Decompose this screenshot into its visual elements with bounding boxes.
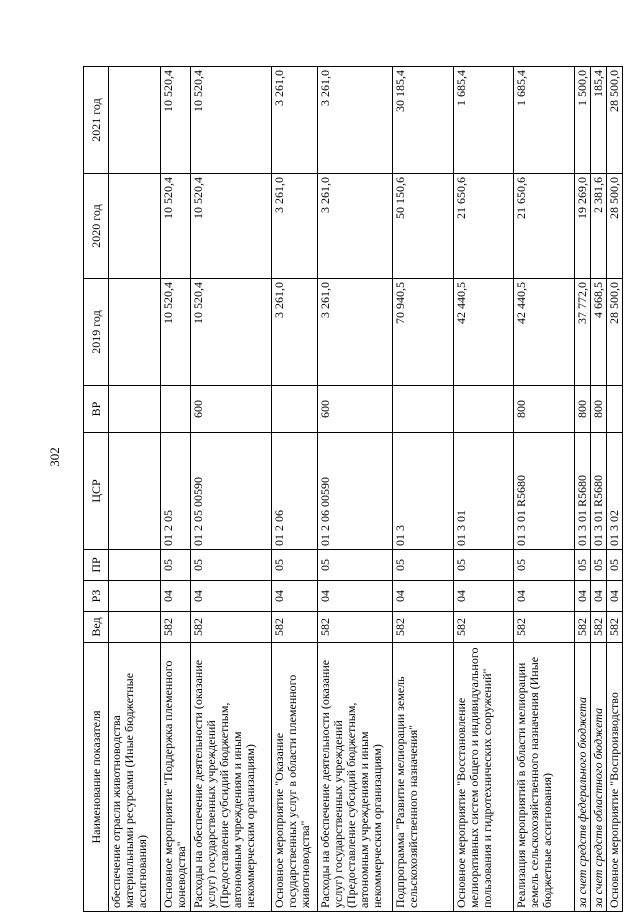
cell-csr: 01 3 01 R5680 — [591, 433, 607, 550]
table-row — [454, 67, 514, 912]
cell-2019: 10 520,4 — [161, 279, 191, 386]
cell-2021: 10 520,4 — [161, 67, 191, 174]
cell-2019: 4 668,5 — [591, 279, 607, 386]
cell-rz: 04 — [318, 581, 393, 612]
cell-csr: 01 3 01 R5680 — [514, 433, 575, 550]
cell-2021: 1 685,4 — [514, 67, 575, 174]
cell-csr: 01 3 01 — [454, 433, 514, 550]
cell-vr: 800 — [514, 386, 575, 433]
cell-vr: 800 — [575, 386, 591, 433]
page-number: 302 — [47, 447, 62, 467]
table-row — [161, 67, 191, 912]
header-2021: 2021 год — [84, 67, 109, 174]
cell-name: Расходы на обеспечение деятельности (оказание услуг) государственных учреждений (Предоставление субсидий бюджетным, автономным учреждениям и иным некоммерческим организациям) — [191, 643, 272, 912]
table-row — [393, 67, 454, 912]
cell-name: Расходы на обеспечение деятельности (оказание услуг) государственных учреждений (Предоставление субсидий бюджетным, автономным учреждениям и иным некоммерческим организациям) — [318, 643, 393, 912]
cell-pr: 05 — [591, 550, 607, 581]
cell-pr: 05 — [454, 550, 514, 581]
rotated-table-container — [83, 67, 621, 912]
cell-name: Подпрограмма "Развитие мелиорации земель сельскохозяйственного назначения" — [393, 643, 454, 912]
cell-2020: 3 261,0 — [318, 174, 393, 279]
cell-2020 — [109, 174, 161, 279]
table-row — [272, 67, 318, 912]
cell-2019: 3 261,0 — [318, 279, 393, 386]
cell-vr — [272, 386, 318, 433]
table-row — [514, 67, 575, 912]
cell-vr: 800 — [591, 386, 607, 433]
cell-name: за счет средств областного бюджета — [591, 643, 607, 912]
cell-csr: 01 2 05 — [161, 433, 191, 550]
cell-2021: 1 685,4 — [454, 67, 514, 174]
cell-csr: 01 2 05 00590 — [191, 433, 272, 550]
header-name: Наименование показателя — [84, 643, 109, 912]
cell-rz: 04 — [272, 581, 318, 612]
cell-2020: 21 650,6 — [514, 174, 575, 279]
cell-ved: 582 — [272, 612, 318, 643]
cell-2019: 70 940,5 — [393, 279, 454, 386]
cell-2020: 3 261,0 — [272, 174, 318, 279]
cell-2020: 2 381,6 — [591, 174, 607, 279]
header-rz: РЗ — [84, 581, 109, 612]
cell-2021: 10 520,4 — [191, 67, 272, 174]
cell-ved: 582 — [454, 612, 514, 643]
cell-pr: 05 — [607, 550, 623, 581]
cell-2020: 21 650,6 — [454, 174, 514, 279]
cell-rz: 04 — [575, 581, 591, 612]
table-row — [575, 67, 591, 912]
header-ved: Вед — [84, 612, 109, 643]
cell-csr: 01 3 01 R5680 — [575, 433, 591, 550]
table-row — [607, 67, 623, 912]
table-body — [109, 67, 623, 912]
cell-name: за счет средств федерального бюджета — [575, 643, 591, 912]
cell-2019: 42 440,5 — [454, 279, 514, 386]
cell-2019: 28 500,0 — [607, 279, 623, 386]
cell-2019: 10 520,4 — [191, 279, 272, 386]
cell-vr — [607, 386, 623, 433]
cell-csr: 01 3 — [393, 433, 454, 550]
table-row — [191, 67, 272, 912]
cell-rz: 04 — [191, 581, 272, 612]
cell-2020: 50 150,6 — [393, 174, 454, 279]
header-vr: ВР — [84, 386, 109, 433]
cell-ved: 582 — [393, 612, 454, 643]
budget-table — [83, 66, 623, 912]
cell-rz: 04 — [454, 581, 514, 612]
cell-ved: 582 — [575, 612, 591, 643]
cell-2020: 28 500,0 — [607, 174, 623, 279]
cell-ved: 582 — [318, 612, 393, 643]
cell-2021: 3 261,0 — [318, 67, 393, 174]
cell-rz: 04 — [607, 581, 623, 612]
cell-csr: 01 2 06 00590 — [318, 433, 393, 550]
cell-2021: 3 261,0 — [272, 67, 318, 174]
cell-name: Основное мероприятие "Воспроизводство — [607, 643, 623, 912]
cell-pr: 05 — [272, 550, 318, 581]
cell-2021: 1 500,0 — [575, 67, 591, 174]
cell-ved: 582 — [514, 612, 575, 643]
cell-pr — [109, 550, 161, 581]
cell-pr: 05 — [318, 550, 393, 581]
cell-name: Основное мероприятие "Оказание государственных услуг в области племенного животноводства" — [272, 643, 318, 912]
cell-ved: 582 — [607, 612, 623, 643]
cell-vr — [454, 386, 514, 433]
cell-csr: 01 2 06 — [272, 433, 318, 550]
cell-2021: 185,4 — [591, 67, 607, 174]
cell-ved: 582 — [161, 612, 191, 643]
cell-vr: 600 — [318, 386, 393, 433]
cell-pr: 05 — [575, 550, 591, 581]
cell-vr — [393, 386, 454, 433]
cell-2019: 37 772,0 — [575, 279, 591, 386]
cell-2021: 28 500,0 — [607, 67, 623, 174]
cell-vr: 600 — [191, 386, 272, 433]
cell-2019 — [109, 279, 161, 386]
cell-csr — [109, 433, 161, 550]
cell-vr — [109, 386, 161, 433]
cell-rz: 04 — [393, 581, 454, 612]
cell-rz — [109, 581, 161, 612]
table-row — [318, 67, 393, 912]
cell-name: Основное мероприятие "Поддержка племенного коневодства" — [161, 643, 191, 912]
cell-pr: 05 — [161, 550, 191, 581]
cell-ved: 582 — [591, 612, 607, 643]
header-csr: ЦСР — [84, 433, 109, 550]
header-pr: ПР — [84, 550, 109, 581]
cell-2020: 10 520,4 — [191, 174, 272, 279]
table-header-row — [84, 67, 109, 912]
cell-pr: 05 — [191, 550, 272, 581]
cell-name: Основное мероприятие "Восстановление мелиоративных систем общего и индивидуального пользования и гидротехнических сооружений" — [454, 643, 514, 912]
cell-pr: 05 — [514, 550, 575, 581]
cell-rz: 04 — [514, 581, 575, 612]
table-row — [591, 67, 607, 912]
header-2020: 2020 год — [84, 174, 109, 279]
cell-rz: 04 — [591, 581, 607, 612]
cell-name: обеспечение отрасли животноводства материальными ресурсами (Иные бюджетные ассигнования) — [109, 643, 161, 912]
cell-2020: 19 269,0 — [575, 174, 591, 279]
cell-2019: 42 440,5 — [514, 279, 575, 386]
cell-2020: 10 520,4 — [161, 174, 191, 279]
header-2019: 2019 год — [84, 279, 109, 386]
cell-2021 — [109, 67, 161, 174]
cell-rz: 04 — [161, 581, 191, 612]
cell-name: Реализация мероприятий в области мелиорации земель сельскохозяйственного назначения (Иные бюджетные ассигнования) — [514, 643, 575, 912]
cell-pr: 05 — [393, 550, 454, 581]
cell-2019: 3 261,0 — [272, 279, 318, 386]
cell-ved: 582 — [191, 612, 272, 643]
cell-csr: 01 3 02 — [607, 433, 623, 550]
cell-vr — [161, 386, 191, 433]
cell-2021: 30 185,4 — [393, 67, 454, 174]
table-row — [109, 67, 161, 912]
cell-ved — [109, 612, 161, 643]
